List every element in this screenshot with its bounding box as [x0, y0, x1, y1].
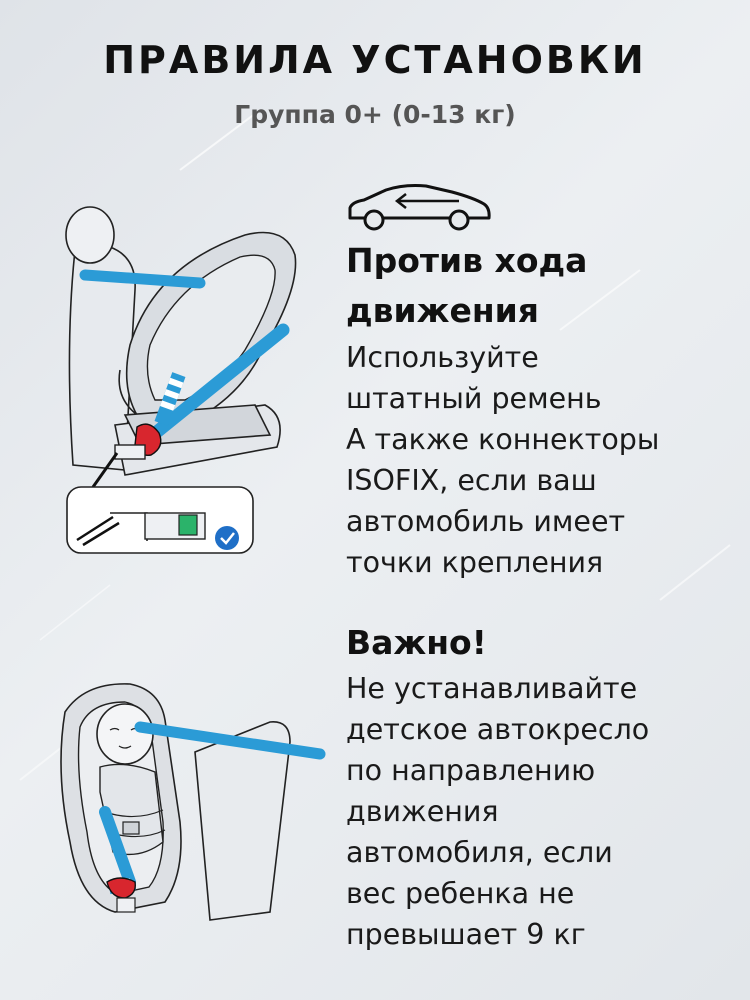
page-title: ПРАВИЛА УСТАНОВКИ — [103, 38, 647, 82]
section1-body-line: точки крепления — [346, 546, 604, 579]
rear-facing-seat-illustration — [55, 195, 330, 560]
section2-body-line: Не устанавливайте — [346, 672, 638, 705]
page-subtitle: Группа 0+ (0-13 кг) — [234, 100, 516, 129]
section2-body-line: движения — [346, 795, 499, 828]
section2-heading: Важно! — [346, 623, 487, 662]
section1-heading — [346, 236, 587, 336]
section1-body-line: Используйте — [346, 341, 539, 374]
section2-body-line: по направлению — [346, 754, 596, 787]
baby-seat-warning-illustration — [45, 672, 330, 942]
section1-heading-line: Против хода — [346, 241, 588, 280]
section1-body-line: штатный ремень — [346, 382, 602, 415]
section1-body-line: А также коннекторы — [346, 423, 660, 456]
section2-body-line: детское автокресло — [346, 713, 650, 746]
section2-body — [346, 668, 649, 955]
section2-body-line: автомобиля, если — [346, 836, 613, 869]
section2-body-line: вес ребенка не — [346, 877, 575, 910]
section1-heading-line: движения — [346, 291, 539, 330]
section1-body-line: ISOFIX, если ваш — [346, 464, 597, 497]
section1-body — [346, 337, 659, 583]
car-direction-icon — [344, 182, 494, 232]
section1-body-line: автомобиль имеет — [346, 505, 626, 538]
section2-body-line: превышает 9 кг — [346, 918, 586, 951]
